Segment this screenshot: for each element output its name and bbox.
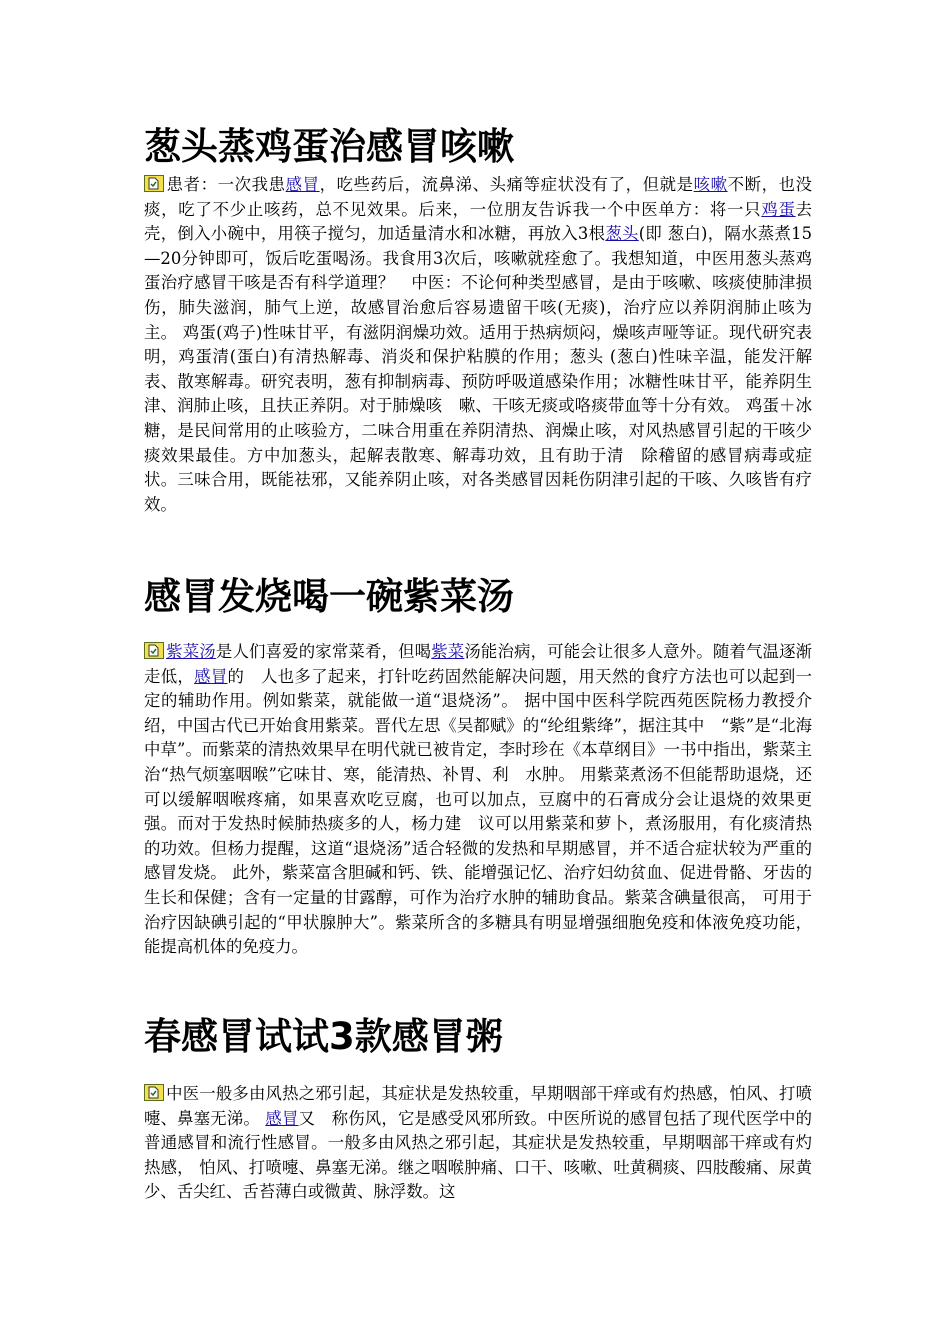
article-title: 春感冒试试3款感冒粥 xyxy=(144,1015,503,1058)
body-text-segment: 中医一般多由风热之邪引起，其症状是发热较重，早期咽部干痒或有灼热感，怕风、打喷嚏、鼻塞无涕。 xyxy=(144,1084,812,1128)
document-link-icon[interactable] xyxy=(144,175,164,192)
body-text-segment: 的 人也多了起来，打针吃药固然能解决问题，用天然的食疗方法也可以起到一定的辅助作用。例如紫菜，就能做一道“退烧汤”。 据中国中医科学院西苑医院杨力教授介绍，中国古代已开始食用紫菜。晋代左思《吴都赋》的“纶组紫绛”，据注其中 “紫”是“北海中草”。而紫菜的清热效果早在明代就已被肯定，李时珍在《本草纲目》一书中指出，紫菜主治“热气烦塞咽喉”它味甘、寒，能清热、补胃、利 水肿。 用紫菜煮汤不但能帮助退烧，还可以缓解咽喉疼痛，如果喜欢吃豆腐，也可以加点，豆腐中的石膏成分会让退烧的效果更强。而对于发热时候肺热痰多的人，杨力建 议可以用紫菜和萝卜，煮汤服用，有化痰清热的功效。但杨力提醒，这道“退烧汤”适合轻微的发热和早期感冒，并不适合症状较为严重的感冒发烧。 此外，紫菜富含胆碱和钙、铁、能增强记忆、治疗妇幼贫血、促进骨骼、牙齿的生长和保健；含有一定量的甘露醇，可作为治疗水肿的辅助食品。紫菜含碘量很高， 可用于治疗因缺碘引起的“甲状腺肿大”。紫菜所含的多糖具有明显增强细胞免疫和体液免疫功能，能提高机体的免疫力。 xyxy=(144,666,813,957)
keyword-link[interactable]: 感冒 xyxy=(265,1108,299,1128)
article-2 xyxy=(144,574,812,960)
article-body xyxy=(144,640,812,960)
body-text-segment: 汤能治病，可能会让很多人意外。随着气温逐渐走低， xyxy=(144,642,813,686)
article-title: 感冒发烧喝一碗紫菜汤 xyxy=(144,575,514,618)
article-body xyxy=(144,173,812,517)
document-link-icon[interactable] xyxy=(144,1084,164,1101)
keyword-link[interactable]: 咳嗽 xyxy=(693,175,728,194)
keyword-link[interactable]: 感冒 xyxy=(285,175,320,194)
body-text-segment: 是人们喜爱的家常菜肴，但喝 xyxy=(215,642,432,661)
body-text-segment: 又 称伤风，它是感受风邪所致。中医所说的感冒包括了现代医学中的普通感冒和流行性感冒。一般多由风热之邪引起，其症状是发热较重，早期咽部干痒或有灼热感， 怕风、打喷嚏、鼻塞无涕。继之咽喉肿痛、口干、咳嗽、吐黄稠痰、四肢酸痛、尿黄少、舌尖红、舌苔薄白或微黄、脉浮数。这 xyxy=(144,1108,813,1202)
keyword-link[interactable]: 鸡蛋 xyxy=(761,199,796,219)
article-body xyxy=(144,1082,812,1205)
keyword-link[interactable]: 紫菜汤 xyxy=(166,642,216,661)
keyword-link[interactable]: 葱头 xyxy=(605,224,639,244)
document-link-icon[interactable] xyxy=(144,642,164,659)
body-text-segment: 去壳，倒入小碗中，用筷子搅匀，加适量清水和冰糖，再放入3根 xyxy=(144,199,812,244)
body-text-segment: 不断，也没痰，吃了不少止咳药，总不见效果。后来，一位朋友告诉我一个中医单方：将一只 xyxy=(144,175,812,219)
body-text-segment: ，吃些药后，流鼻涕、头痛等症状没有了，但就是 xyxy=(319,175,694,194)
body-text-segment: (即 葱白)，隔水蒸煮15—20分钟即可，饭后吃蛋喝汤。我食用3次后，咳嗽就痊愈了。我想知道，中医用葱头蒸鸡蛋治疗感冒干咳是否有科学道理？ 中医：不论何种类型感冒，是由于咳嗽、咳痰使肺津损伤，肺失滋润，肺气上逆，故感冒治愈后容易遗留干咳(无痰)，治疗应以养阴润肺止咳为主。 鸡蛋(鸡子)性味甘平，有滋阴润燥功效。适用于热病烦闷，燥咳声哑等证。现代研究表明，鸡蛋清(蛋白)有清热解毒、消炎和保护粘膜的作用；葱头 (葱白)性味辛温，能发汗解表、散寒解毒。研究表明，葱有抑制病毒、预防呼吸道感染作用；冰糖性味甘平，能养阴生津、润肺止咳，且扶正养阴。对于肺燥咳 嗽、干咳无痰或咯痰带血等十分有效。 鸡蛋＋冰糖，是民间常用的止咳验方，二味合用重在养阴清热、润燥止咳，对风热感冒引起的干咳少痰效果最佳。方中加葱头，起解表散寒、解毒功效，且有助于清 除稽留的感冒病毒或症状。三味合用，既能祛邪，又能养阴止咳，对各类感冒因耗伤阴津引起的干咳、久咳皆有疗效。 xyxy=(144,224,813,514)
keyword-link[interactable]: 感冒 xyxy=(194,666,228,686)
keyword-link[interactable]: 紫菜 xyxy=(431,642,465,661)
body-text-segment: 患者：一次我患 xyxy=(166,175,286,194)
article-title: 葱头蒸鸡蛋治感冒咳嗽 xyxy=(144,125,514,168)
article-3 xyxy=(144,1014,812,1205)
article-1 xyxy=(144,124,812,517)
